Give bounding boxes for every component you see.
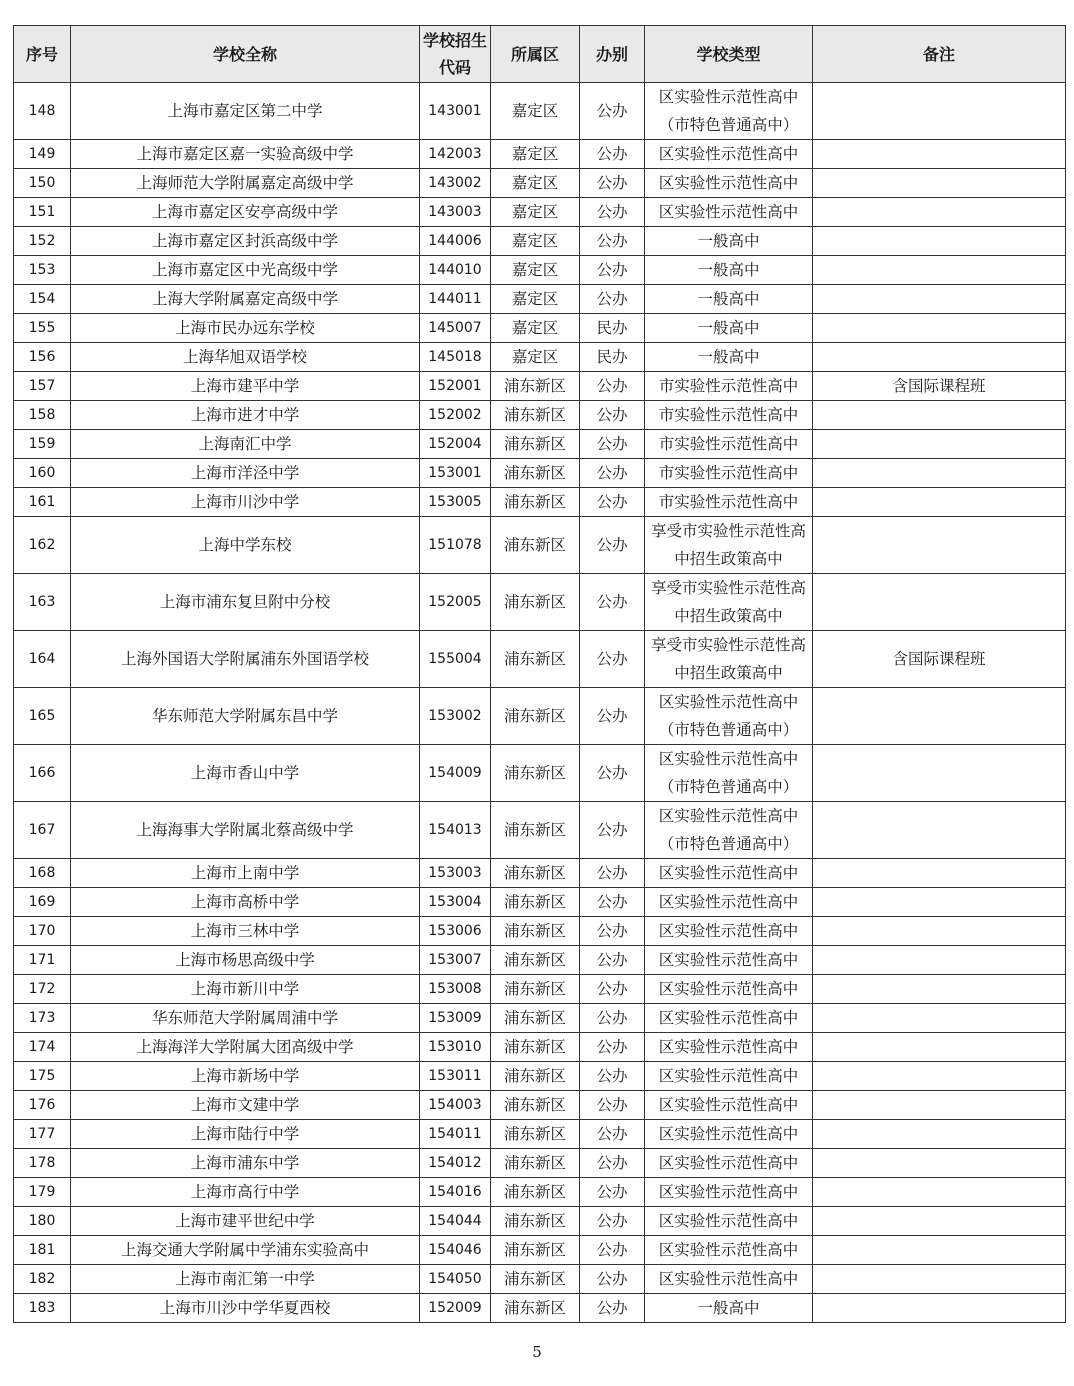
cell-category: 区实验性示范性高中 <box>645 1178 813 1207</box>
cell-remark <box>813 1236 1066 1265</box>
cell-code: 154013 <box>420 802 491 859</box>
cell-remark <box>813 1004 1066 1033</box>
table-row <box>14 1062 1066 1091</box>
cell-remark <box>813 917 1066 946</box>
cell-name: 上海市高桥中学 <box>71 888 420 917</box>
cell-code: 144011 <box>420 285 491 314</box>
cell-district: 浦东新区 <box>491 917 580 946</box>
cell-remark <box>813 1062 1066 1091</box>
cell-no: 176 <box>14 1091 71 1120</box>
cell-type: 公办 <box>580 1294 645 1323</box>
cell-remark <box>813 859 1066 888</box>
cell-no: 182 <box>14 1265 71 1294</box>
cell-category: 区实验性示范性高中（市特色普通高中） <box>645 745 813 802</box>
cell-no: 155 <box>14 314 71 343</box>
cell-category: 一般高中 <box>645 314 813 343</box>
cell-remark <box>813 888 1066 917</box>
cell-type: 公办 <box>580 1265 645 1294</box>
cell-no: 156 <box>14 343 71 372</box>
cell-district: 浦东新区 <box>491 859 580 888</box>
cell-name: 上海市进才中学 <box>71 401 420 430</box>
header-code: 学校招生代码 <box>420 26 491 83</box>
cell-category: 区实验性示范性高中 <box>645 888 813 917</box>
cell-district: 嘉定区 <box>491 285 580 314</box>
cell-district: 浦东新区 <box>491 401 580 430</box>
cell-no: 150 <box>14 169 71 198</box>
cell-code: 155004 <box>420 631 491 688</box>
cell-district: 浦东新区 <box>491 459 580 488</box>
cell-category: 一般高中 <box>645 285 813 314</box>
cell-code: 153005 <box>420 488 491 517</box>
cell-remark <box>813 488 1066 517</box>
cell-no: 162 <box>14 517 71 574</box>
header-no: 序号 <box>14 26 71 83</box>
cell-category: 一般高中 <box>645 1294 813 1323</box>
table-row <box>14 285 1066 314</box>
cell-type: 公办 <box>580 917 645 946</box>
table-row <box>14 802 1066 859</box>
cell-remark: 含国际课程班 <box>813 631 1066 688</box>
cell-category: 一般高中 <box>645 256 813 285</box>
cell-type: 公办 <box>580 517 645 574</box>
cell-district: 浦东新区 <box>491 1091 580 1120</box>
table-row <box>14 1149 1066 1178</box>
cell-district: 浦东新区 <box>491 688 580 745</box>
cell-remark <box>813 1033 1066 1062</box>
cell-name: 上海市川沙中学 <box>71 488 420 517</box>
cell-district: 浦东新区 <box>491 631 580 688</box>
table-row <box>14 140 1066 169</box>
cell-category: 市实验性示范性高中 <box>645 459 813 488</box>
cell-district: 浦东新区 <box>491 1149 580 1178</box>
cell-name: 上海市浦东复旦附中分校 <box>71 574 420 631</box>
cell-code: 153008 <box>420 975 491 1004</box>
cell-code: 153004 <box>420 888 491 917</box>
header-type: 办别 <box>580 26 645 83</box>
table-row <box>14 459 1066 488</box>
cell-name: 上海市上南中学 <box>71 859 420 888</box>
cell-remark <box>813 975 1066 1004</box>
cell-district: 浦东新区 <box>491 1120 580 1149</box>
cell-code: 154011 <box>420 1120 491 1149</box>
cell-name: 上海华旭双语学校 <box>71 343 420 372</box>
cell-category: 区实验性示范性高中 <box>645 169 813 198</box>
header-name: 学校全称 <box>71 26 420 83</box>
cell-type: 公办 <box>580 198 645 227</box>
cell-name: 上海市嘉定区安亭高级中学 <box>71 198 420 227</box>
cell-type: 公办 <box>580 169 645 198</box>
cell-no: 175 <box>14 1062 71 1091</box>
cell-name: 上海市香山中学 <box>71 745 420 802</box>
table-row <box>14 688 1066 745</box>
cell-type: 公办 <box>580 227 645 256</box>
cell-name: 上海海洋大学附属大团高级中学 <box>71 1033 420 1062</box>
cell-no: 158 <box>14 401 71 430</box>
cell-code: 152004 <box>420 430 491 459</box>
cell-district: 浦东新区 <box>491 430 580 459</box>
cell-category: 市实验性示范性高中 <box>645 488 813 517</box>
cell-no: 181 <box>14 1236 71 1265</box>
cell-no: 171 <box>14 946 71 975</box>
cell-type: 公办 <box>580 859 645 888</box>
cell-code: 153002 <box>420 688 491 745</box>
table-row <box>14 430 1066 459</box>
cell-type: 公办 <box>580 1207 645 1236</box>
cell-district: 浦东新区 <box>491 517 580 574</box>
cell-remark <box>813 802 1066 859</box>
cell-district: 浦东新区 <box>491 1294 580 1323</box>
cell-district: 浦东新区 <box>491 1207 580 1236</box>
cell-no: 153 <box>14 256 71 285</box>
cell-code: 144006 <box>420 227 491 256</box>
cell-no: 165 <box>14 688 71 745</box>
cell-category: 区实验性示范性高中 <box>645 917 813 946</box>
cell-name: 上海市陆行中学 <box>71 1120 420 1149</box>
cell-district: 嘉定区 <box>491 198 580 227</box>
cell-district: 浦东新区 <box>491 975 580 1004</box>
cell-remark <box>813 256 1066 285</box>
table-row <box>14 343 1066 372</box>
cell-type: 公办 <box>580 888 645 917</box>
cell-district: 浦东新区 <box>491 574 580 631</box>
cell-code: 143003 <box>420 198 491 227</box>
cell-category: 区实验性示范性高中 <box>645 1207 813 1236</box>
cell-code: 154050 <box>420 1265 491 1294</box>
cell-category: 市实验性示范性高中 <box>645 401 813 430</box>
cell-code: 152002 <box>420 401 491 430</box>
cell-name: 上海市三林中学 <box>71 917 420 946</box>
cell-district: 浦东新区 <box>491 1265 580 1294</box>
cell-district: 嘉定区 <box>491 227 580 256</box>
cell-category: 区实验性示范性高中 <box>645 859 813 888</box>
cell-code: 153006 <box>420 917 491 946</box>
cell-category: 区实验性示范性高中 <box>645 1091 813 1120</box>
cell-code: 153007 <box>420 946 491 975</box>
cell-name: 上海外国语大学附属浦东外国语学校 <box>71 631 420 688</box>
cell-remark <box>813 401 1066 430</box>
cell-type: 公办 <box>580 745 645 802</box>
cell-type: 公办 <box>580 688 645 745</box>
cell-no: 149 <box>14 140 71 169</box>
cell-name: 上海市高行中学 <box>71 1178 420 1207</box>
cell-district: 浦东新区 <box>491 1236 580 1265</box>
table-row <box>14 372 1066 401</box>
cell-code: 151078 <box>420 517 491 574</box>
cell-remark <box>813 1149 1066 1178</box>
cell-code: 153011 <box>420 1062 491 1091</box>
cell-type: 公办 <box>580 430 645 459</box>
cell-type: 公办 <box>580 1033 645 1062</box>
cell-name: 上海市南汇第一中学 <box>71 1265 420 1294</box>
cell-category: 区实验性示范性高中 <box>645 1062 813 1091</box>
cell-category: 区实验性示范性高中（市特色普通高中） <box>645 83 813 140</box>
cell-category: 区实验性示范性高中 <box>645 140 813 169</box>
cell-category: 享受市实验性示范性高中招生政策高中 <box>645 574 813 631</box>
cell-code: 143002 <box>420 169 491 198</box>
cell-remark <box>813 459 1066 488</box>
cell-category: 一般高中 <box>645 343 813 372</box>
cell-type: 公办 <box>580 975 645 1004</box>
cell-no: 167 <box>14 802 71 859</box>
cell-remark <box>813 517 1066 574</box>
cell-district: 嘉定区 <box>491 140 580 169</box>
cell-district: 浦东新区 <box>491 488 580 517</box>
table-row <box>14 1236 1066 1265</box>
cell-type: 公办 <box>580 401 645 430</box>
cell-category: 区实验性示范性高中 <box>645 1265 813 1294</box>
table-row <box>14 888 1066 917</box>
cell-no: 160 <box>14 459 71 488</box>
cell-district: 浦东新区 <box>491 802 580 859</box>
cell-category: 区实验性示范性高中 <box>645 1004 813 1033</box>
cell-district: 浦东新区 <box>491 1004 580 1033</box>
cell-no: 173 <box>14 1004 71 1033</box>
cell-remark <box>813 1207 1066 1236</box>
cell-no: 164 <box>14 631 71 688</box>
cell-no: 183 <box>14 1294 71 1323</box>
cell-type: 公办 <box>580 631 645 688</box>
cell-district: 浦东新区 <box>491 946 580 975</box>
cell-category: 区实验性示范性高中（市特色普通高中） <box>645 802 813 859</box>
cell-code: 152005 <box>420 574 491 631</box>
cell-remark <box>813 1120 1066 1149</box>
cell-name: 上海市杨思高级中学 <box>71 946 420 975</box>
cell-no: 177 <box>14 1120 71 1149</box>
table-row <box>14 631 1066 688</box>
table-row <box>14 1033 1066 1062</box>
cell-remark: 含国际课程班 <box>813 372 1066 401</box>
page-number: 5 <box>532 1343 542 1361</box>
cell-name: 上海市嘉定区中光高级中学 <box>71 256 420 285</box>
cell-no: 154 <box>14 285 71 314</box>
table-row <box>14 401 1066 430</box>
cell-district: 浦东新区 <box>491 372 580 401</box>
cell-remark <box>813 343 1066 372</box>
table-row <box>14 198 1066 227</box>
cell-type: 公办 <box>580 488 645 517</box>
cell-category: 市实验性示范性高中 <box>645 430 813 459</box>
cell-remark <box>813 83 1066 140</box>
cell-remark <box>813 1265 1066 1294</box>
cell-district: 浦东新区 <box>491 1178 580 1207</box>
cell-code: 153001 <box>420 459 491 488</box>
cell-district: 浦东新区 <box>491 1033 580 1062</box>
cell-no: 157 <box>14 372 71 401</box>
table-row <box>14 256 1066 285</box>
cell-no: 151 <box>14 198 71 227</box>
cell-type: 公办 <box>580 140 645 169</box>
cell-name: 上海市建平中学 <box>71 372 420 401</box>
cell-code: 154009 <box>420 745 491 802</box>
cell-name: 上海海事大学附属北蔡高级中学 <box>71 802 420 859</box>
cell-type: 公办 <box>580 1178 645 1207</box>
cell-remark <box>813 1294 1066 1323</box>
cell-no: 166 <box>14 745 71 802</box>
cell-code: 153010 <box>420 1033 491 1062</box>
table-row <box>14 1120 1066 1149</box>
cell-type: 民办 <box>580 314 645 343</box>
table-row <box>14 975 1066 1004</box>
cell-category: 区实验性示范性高中 <box>645 198 813 227</box>
header-remark: 备注 <box>813 26 1066 83</box>
cell-no: 161 <box>14 488 71 517</box>
cell-code: 152009 <box>420 1294 491 1323</box>
cell-district: 嘉定区 <box>491 169 580 198</box>
cell-district: 浦东新区 <box>491 745 580 802</box>
cell-no: 174 <box>14 1033 71 1062</box>
cell-code: 145007 <box>420 314 491 343</box>
table-row <box>14 488 1066 517</box>
table-row <box>14 517 1066 574</box>
cell-remark <box>813 285 1066 314</box>
table-row <box>14 574 1066 631</box>
cell-district: 浦东新区 <box>491 888 580 917</box>
cell-code: 144010 <box>420 256 491 285</box>
cell-category: 享受市实验性示范性高中招生政策高中 <box>645 631 813 688</box>
cell-category: 享受市实验性示范性高中招生政策高中 <box>645 517 813 574</box>
cell-type: 公办 <box>580 285 645 314</box>
cell-name: 华东师范大学附属东昌中学 <box>71 688 420 745</box>
cell-code: 145018 <box>420 343 491 372</box>
table-row <box>14 1004 1066 1033</box>
cell-code: 154003 <box>420 1091 491 1120</box>
cell-category: 区实验性示范性高中（市特色普通高中） <box>645 688 813 745</box>
table-row <box>14 946 1066 975</box>
table-row <box>14 859 1066 888</box>
cell-type: 公办 <box>580 574 645 631</box>
cell-name: 上海市嘉定区封浜高级中学 <box>71 227 420 256</box>
cell-remark <box>813 430 1066 459</box>
cell-code: 154016 <box>420 1178 491 1207</box>
cell-category: 区实验性示范性高中 <box>645 975 813 1004</box>
cell-code: 154044 <box>420 1207 491 1236</box>
cell-remark <box>813 227 1066 256</box>
table-row <box>14 745 1066 802</box>
cell-no: 163 <box>14 574 71 631</box>
cell-remark <box>813 688 1066 745</box>
cell-type: 公办 <box>580 256 645 285</box>
cell-code: 153009 <box>420 1004 491 1033</box>
cell-category: 区实验性示范性高中 <box>645 1149 813 1178</box>
cell-name: 上海市川沙中学华夏西校 <box>71 1294 420 1323</box>
table-row <box>14 1294 1066 1323</box>
cell-name: 上海南汇中学 <box>71 430 420 459</box>
cell-name: 上海市洋泾中学 <box>71 459 420 488</box>
cell-name: 上海市民办远东学校 <box>71 314 420 343</box>
cell-no: 168 <box>14 859 71 888</box>
table-row <box>14 917 1066 946</box>
cell-name: 上海大学附属嘉定高级中学 <box>71 285 420 314</box>
cell-category: 区实验性示范性高中 <box>645 1033 813 1062</box>
cell-category: 市实验性示范性高中 <box>645 372 813 401</box>
cell-type: 公办 <box>580 372 645 401</box>
table-body <box>14 83 1066 1323</box>
cell-no: 172 <box>14 975 71 1004</box>
cell-name: 上海市新场中学 <box>71 1062 420 1091</box>
cell-name: 上海师范大学附属嘉定高级中学 <box>71 169 420 198</box>
table-row <box>14 169 1066 198</box>
table-row <box>14 1265 1066 1294</box>
cell-type: 公办 <box>580 1062 645 1091</box>
cell-district: 嘉定区 <box>491 256 580 285</box>
cell-no: 170 <box>14 917 71 946</box>
cell-type: 公办 <box>580 1236 645 1265</box>
cell-no: 179 <box>14 1178 71 1207</box>
cell-type: 公办 <box>580 1091 645 1120</box>
cell-remark <box>813 140 1066 169</box>
cell-no: 180 <box>14 1207 71 1236</box>
table-row <box>14 1091 1066 1120</box>
cell-remark <box>813 1091 1066 1120</box>
table-row <box>14 83 1066 140</box>
cell-name: 上海市浦东中学 <box>71 1149 420 1178</box>
cell-category: 一般高中 <box>645 227 813 256</box>
cell-remark <box>813 169 1066 198</box>
cell-district: 嘉定区 <box>491 343 580 372</box>
cell-category: 区实验性示范性高中 <box>645 1120 813 1149</box>
cell-code: 142003 <box>420 140 491 169</box>
cell-name: 上海中学东校 <box>71 517 420 574</box>
table-row <box>14 1207 1066 1236</box>
cell-district: 浦东新区 <box>491 1062 580 1091</box>
cell-district: 嘉定区 <box>491 83 580 140</box>
cell-district: 嘉定区 <box>491 314 580 343</box>
cell-code: 154012 <box>420 1149 491 1178</box>
cell-code: 143001 <box>420 83 491 140</box>
cell-code: 153003 <box>420 859 491 888</box>
cell-type: 公办 <box>580 1004 645 1033</box>
cell-type: 公办 <box>580 83 645 140</box>
cell-type: 民办 <box>580 343 645 372</box>
cell-name: 华东师范大学附属周浦中学 <box>71 1004 420 1033</box>
table-row <box>14 1178 1066 1207</box>
cell-remark <box>813 745 1066 802</box>
cell-type: 公办 <box>580 1149 645 1178</box>
cell-code: 154046 <box>420 1236 491 1265</box>
cell-type: 公办 <box>580 946 645 975</box>
cell-no: 169 <box>14 888 71 917</box>
table-row <box>14 227 1066 256</box>
cell-name: 上海市建平世纪中学 <box>71 1207 420 1236</box>
cell-no: 148 <box>14 83 71 140</box>
school-table <box>13 25 1066 1323</box>
cell-no: 178 <box>14 1149 71 1178</box>
header-category: 学校类型 <box>645 26 813 83</box>
cell-code: 152001 <box>420 372 491 401</box>
cell-no: 159 <box>14 430 71 459</box>
cell-name: 上海市嘉定区第二中学 <box>71 83 420 140</box>
cell-name: 上海交通大学附属中学浦东实验高中 <box>71 1236 420 1265</box>
cell-remark <box>813 198 1066 227</box>
cell-category: 区实验性示范性高中 <box>645 946 813 975</box>
table-row <box>14 314 1066 343</box>
cell-name: 上海市嘉定区嘉一实验高级中学 <box>71 140 420 169</box>
cell-type: 公办 <box>580 459 645 488</box>
cell-no: 152 <box>14 227 71 256</box>
cell-remark <box>813 946 1066 975</box>
header-row <box>14 26 1066 83</box>
cell-name: 上海市新川中学 <box>71 975 420 1004</box>
header-district: 所属区 <box>491 26 580 83</box>
cell-remark <box>813 574 1066 631</box>
cell-category: 区实验性示范性高中 <box>645 1236 813 1265</box>
cell-type: 公办 <box>580 802 645 859</box>
cell-type: 公办 <box>580 1120 645 1149</box>
cell-name: 上海市文建中学 <box>71 1091 420 1120</box>
cell-remark <box>813 1178 1066 1207</box>
cell-remark <box>813 314 1066 343</box>
